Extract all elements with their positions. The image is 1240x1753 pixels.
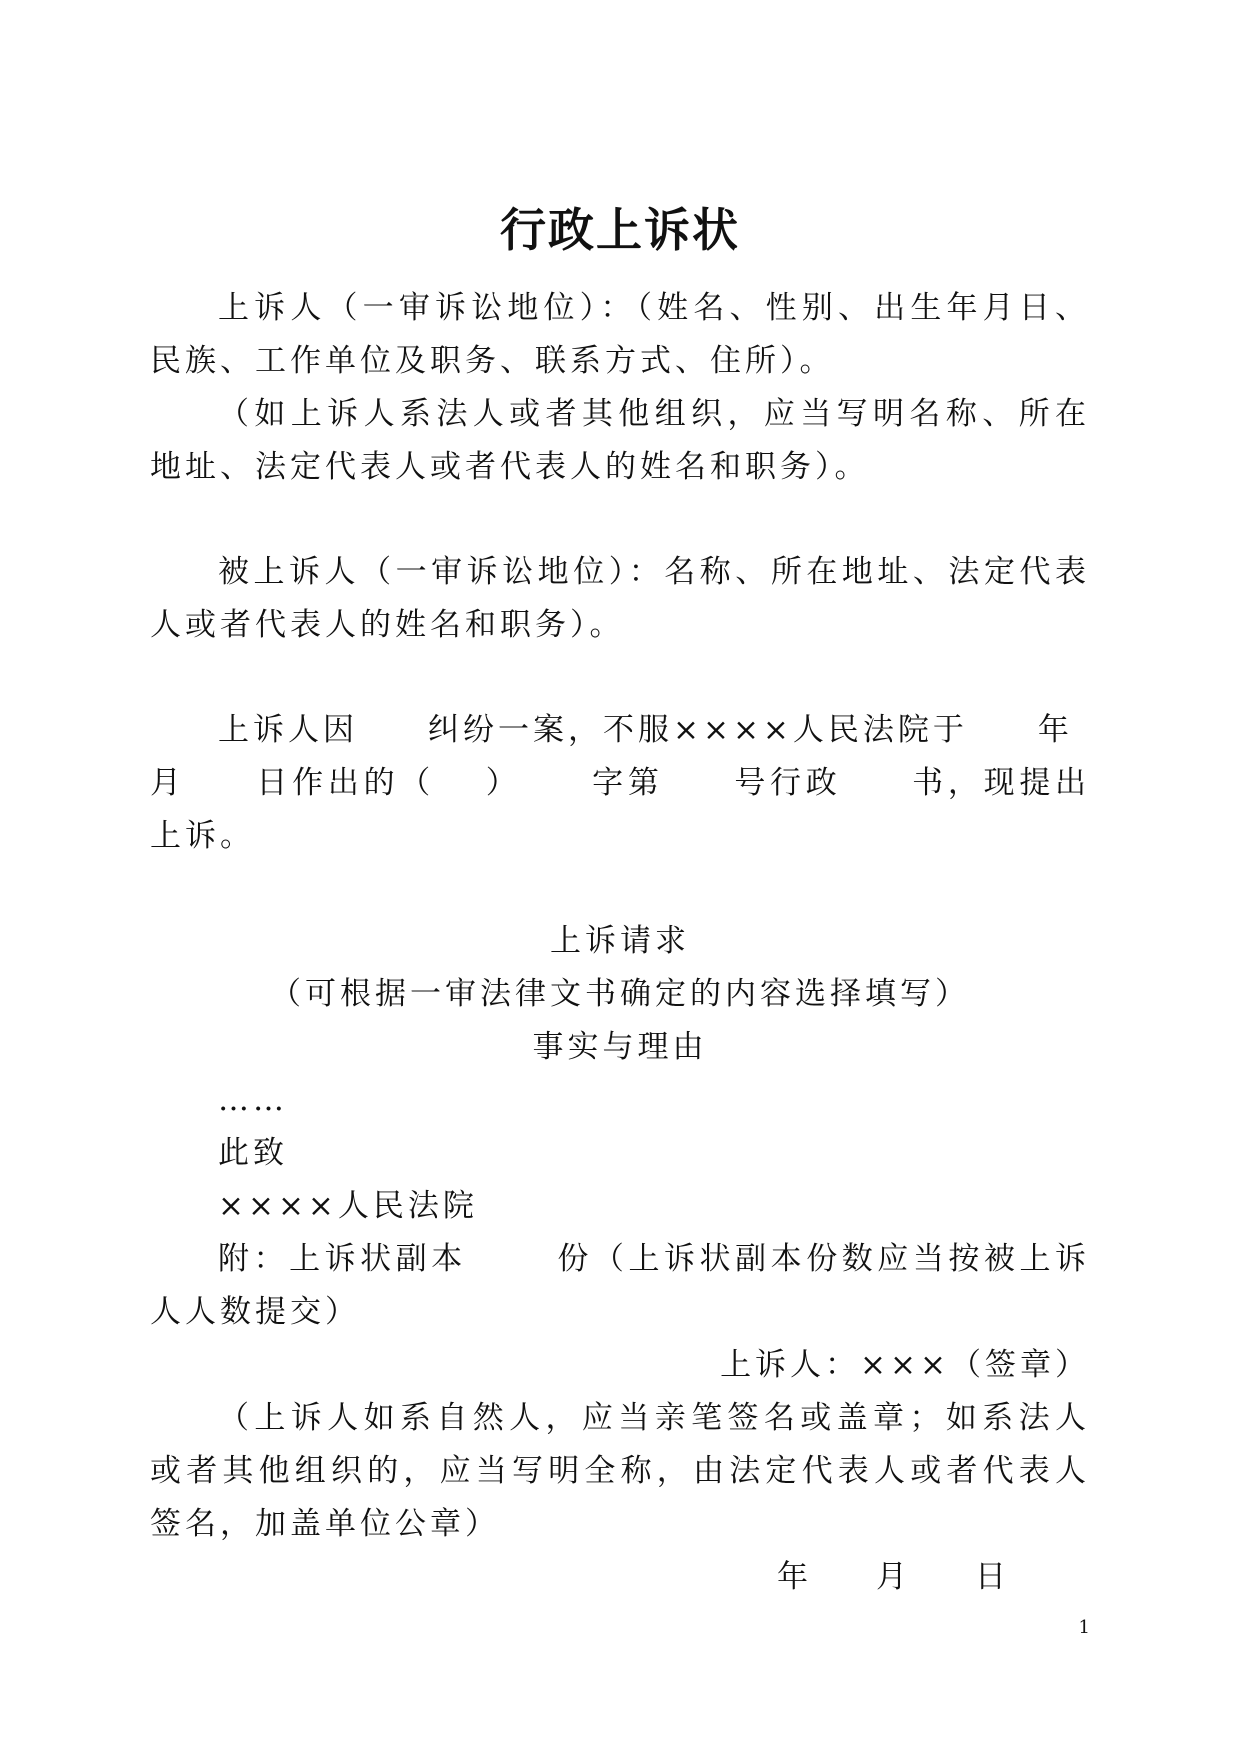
statement-part: 月 <box>150 765 186 801</box>
appellant-org-note: （如上诉人系法人或者其他组织，应当写明名称、所在地址、法定代表人或者代表人的姓名和职务）。 <box>150 396 1090 485</box>
statement-part: 年 <box>1037 712 1073 748</box>
document-body <box>150 282 1090 1604</box>
attachment-part: 份（上诉状副本份数应当按被上诉人人数提交） <box>150 1241 1091 1330</box>
page-number: 1 <box>1078 1617 1090 1638</box>
statement-part: 字第 <box>591 765 664 801</box>
statement-part: 上诉人因 <box>218 712 358 748</box>
facts-ellipsis: …… <box>218 1082 288 1118</box>
facts-heading: 事实与理由 <box>532 1029 708 1065</box>
page-title: 行政上诉状 <box>500 203 740 257</box>
salutation: 此致 <box>218 1135 288 1171</box>
claims-note: （可根据一审法律文书确定的内容选择填写） <box>270 976 970 1012</box>
appellant-line: 上诉人（一审诉讼地位）：（姓名、性别、出生年月日、民族、工作单位及职务、联系方式、住所）。 <box>150 290 1090 379</box>
date-line <box>150 1551 1090 1604</box>
appellee-line: 被上诉人（一审诉讼地位）：名称、所在地址、法定代表人或者代表人的姓名和职务）。 <box>150 554 1090 643</box>
date-month: 月 <box>876 1559 911 1595</box>
date-year: 年 <box>777 1559 812 1595</box>
statement-part: 号行政 <box>733 765 842 801</box>
statement-part: 书，现提出上诉。 <box>150 765 1091 854</box>
appeal-statement <box>150 704 1090 863</box>
court-name: ××××人民法院 <box>218 1188 478 1224</box>
attachment-part: 附：上诉状副本 <box>218 1241 467 1277</box>
statement-part: 纠纷一案，不服××××人民法院于 <box>428 712 968 748</box>
attachment-note <box>150 1233 1090 1339</box>
date-day: 日 <box>975 1559 1010 1595</box>
signature-note: （上诉人如系自然人，应当亲笔签名或盖章；如系法人或者其他组织的，应当写明全称，由法定代表人或者代表人签名，加盖单位公章） <box>150 1400 1090 1542</box>
claims-heading: 上诉请求 <box>550 923 690 959</box>
statement-part: ） <box>485 765 522 801</box>
statement-part: 日作出的（ <box>255 765 436 801</box>
signature-line: 上诉人：×××（签章） <box>720 1347 1090 1383</box>
